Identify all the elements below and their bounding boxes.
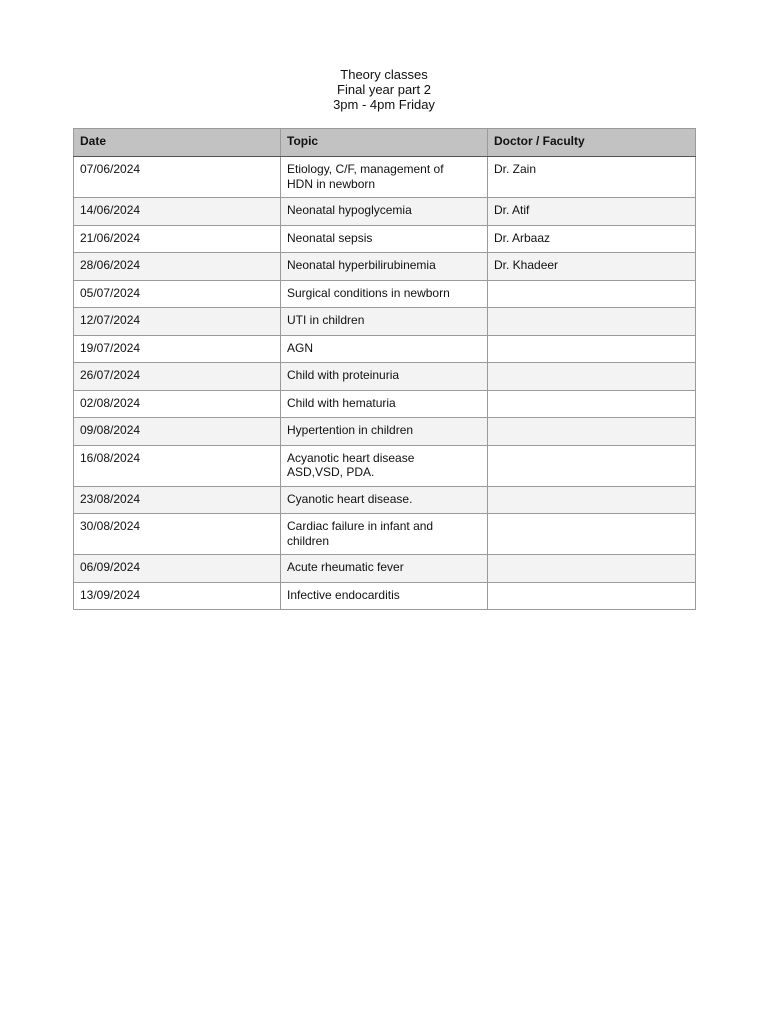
cell-date: 16/08/2024 [74, 445, 281, 486]
cell-doctor: Dr. Atif [488, 198, 696, 226]
topic-line: Cardiac failure in infant and [287, 519, 434, 533]
cell-date: 09/08/2024 [74, 418, 281, 446]
topic-line: Neonatal hyperbilirubinemia [287, 258, 436, 272]
topic-line: Infective endocarditis [287, 587, 400, 602]
cell-doctor [488, 363, 696, 391]
table-row [74, 225, 696, 253]
topic-line: Neonatal hypoglycemia [287, 203, 412, 217]
table-row [74, 514, 696, 555]
cell-doctor: Dr. Khadeer [488, 253, 696, 281]
cell-topic [281, 486, 488, 514]
cell-date: 02/08/2024 [74, 390, 281, 418]
table-row [74, 308, 696, 336]
cell-doctor [488, 390, 696, 418]
table-row [74, 198, 696, 226]
cell-topic [281, 390, 488, 418]
topic-line: Surgical conditions in newborn [287, 285, 450, 300]
cell-topic [281, 335, 488, 363]
column-header-date: Date [74, 129, 281, 157]
topic-line: Acute rheumatic fever [287, 560, 404, 574]
cell-topic [281, 157, 488, 198]
table-row [74, 253, 696, 281]
cell-date: 13/09/2024 [74, 582, 281, 610]
cell-topic [281, 363, 488, 391]
table-body [74, 157, 696, 610]
table-row [74, 486, 696, 514]
table-row [74, 280, 696, 308]
header-schedule-time: 3pm - 4pm Friday [333, 97, 435, 112]
cell-doctor [488, 418, 696, 446]
cell-date: 07/06/2024 [74, 157, 281, 198]
table-header [74, 129, 696, 157]
cell-date: 05/07/2024 [74, 280, 281, 308]
table-row [74, 390, 696, 418]
cell-doctor: Dr. Zain [488, 157, 696, 198]
topic-line: Neonatal sepsis [287, 230, 373, 245]
cell-topic [281, 582, 488, 610]
topic-line: HDN in newborn [287, 176, 376, 191]
cell-date: 06/09/2024 [74, 555, 281, 583]
cell-doctor [488, 486, 696, 514]
cell-topic [281, 253, 488, 281]
column-header-doctor: Doctor / Faculty [488, 129, 696, 157]
cell-doctor: Dr. Arbaaz [488, 225, 696, 253]
table-header-row [74, 129, 696, 157]
table-row [74, 582, 696, 610]
table-row [74, 363, 696, 391]
topic-line: Child with proteinuria [287, 368, 400, 382]
cell-doctor [488, 582, 696, 610]
topic-line: Child with hematuria [287, 395, 396, 410]
cell-date: 28/06/2024 [74, 253, 281, 281]
column-header-topic: Topic [281, 129, 488, 157]
cell-date: 26/07/2024 [74, 363, 281, 391]
cell-topic [281, 445, 488, 486]
document-header [0, 67, 768, 112]
table-row [74, 418, 696, 446]
cell-topic [281, 198, 488, 226]
topic-line: Cyanotic heart disease. [287, 491, 413, 506]
cell-topic [281, 308, 488, 336]
cell-doctor [488, 445, 696, 486]
table-row [74, 555, 696, 583]
header-title: Theory classes [340, 67, 428, 82]
table-row [74, 445, 696, 486]
cell-doctor [488, 335, 696, 363]
topic-line: Hypertention in children [287, 423, 414, 437]
cell-topic [281, 280, 488, 308]
topic-line: Acyanotic heart disease [287, 450, 415, 465]
cell-topic [281, 514, 488, 555]
cell-doctor [488, 555, 696, 583]
topic-line: Etiology, C/F, management of [287, 162, 444, 176]
cell-topic [281, 418, 488, 446]
topic-line: UTI in children [287, 313, 365, 327]
cell-date: 19/07/2024 [74, 335, 281, 363]
header-subtitle: Final year part 2 [337, 82, 431, 97]
cell-topic [281, 555, 488, 583]
table-row [74, 157, 696, 198]
cell-doctor [488, 308, 696, 336]
cell-topic [281, 225, 488, 253]
cell-date: 14/06/2024 [74, 198, 281, 226]
table-row [74, 335, 696, 363]
topic-line: children [287, 533, 330, 548]
cell-date: 23/08/2024 [74, 486, 281, 514]
cell-date: 12/07/2024 [74, 308, 281, 336]
cell-date: 30/08/2024 [74, 514, 281, 555]
topic-line: AGN [287, 340, 314, 355]
cell-doctor [488, 514, 696, 555]
cell-doctor [488, 280, 696, 308]
schedule-table [73, 128, 696, 610]
cell-date: 21/06/2024 [74, 225, 281, 253]
topic-line: ASD,VSD, PDA. [287, 465, 375, 479]
